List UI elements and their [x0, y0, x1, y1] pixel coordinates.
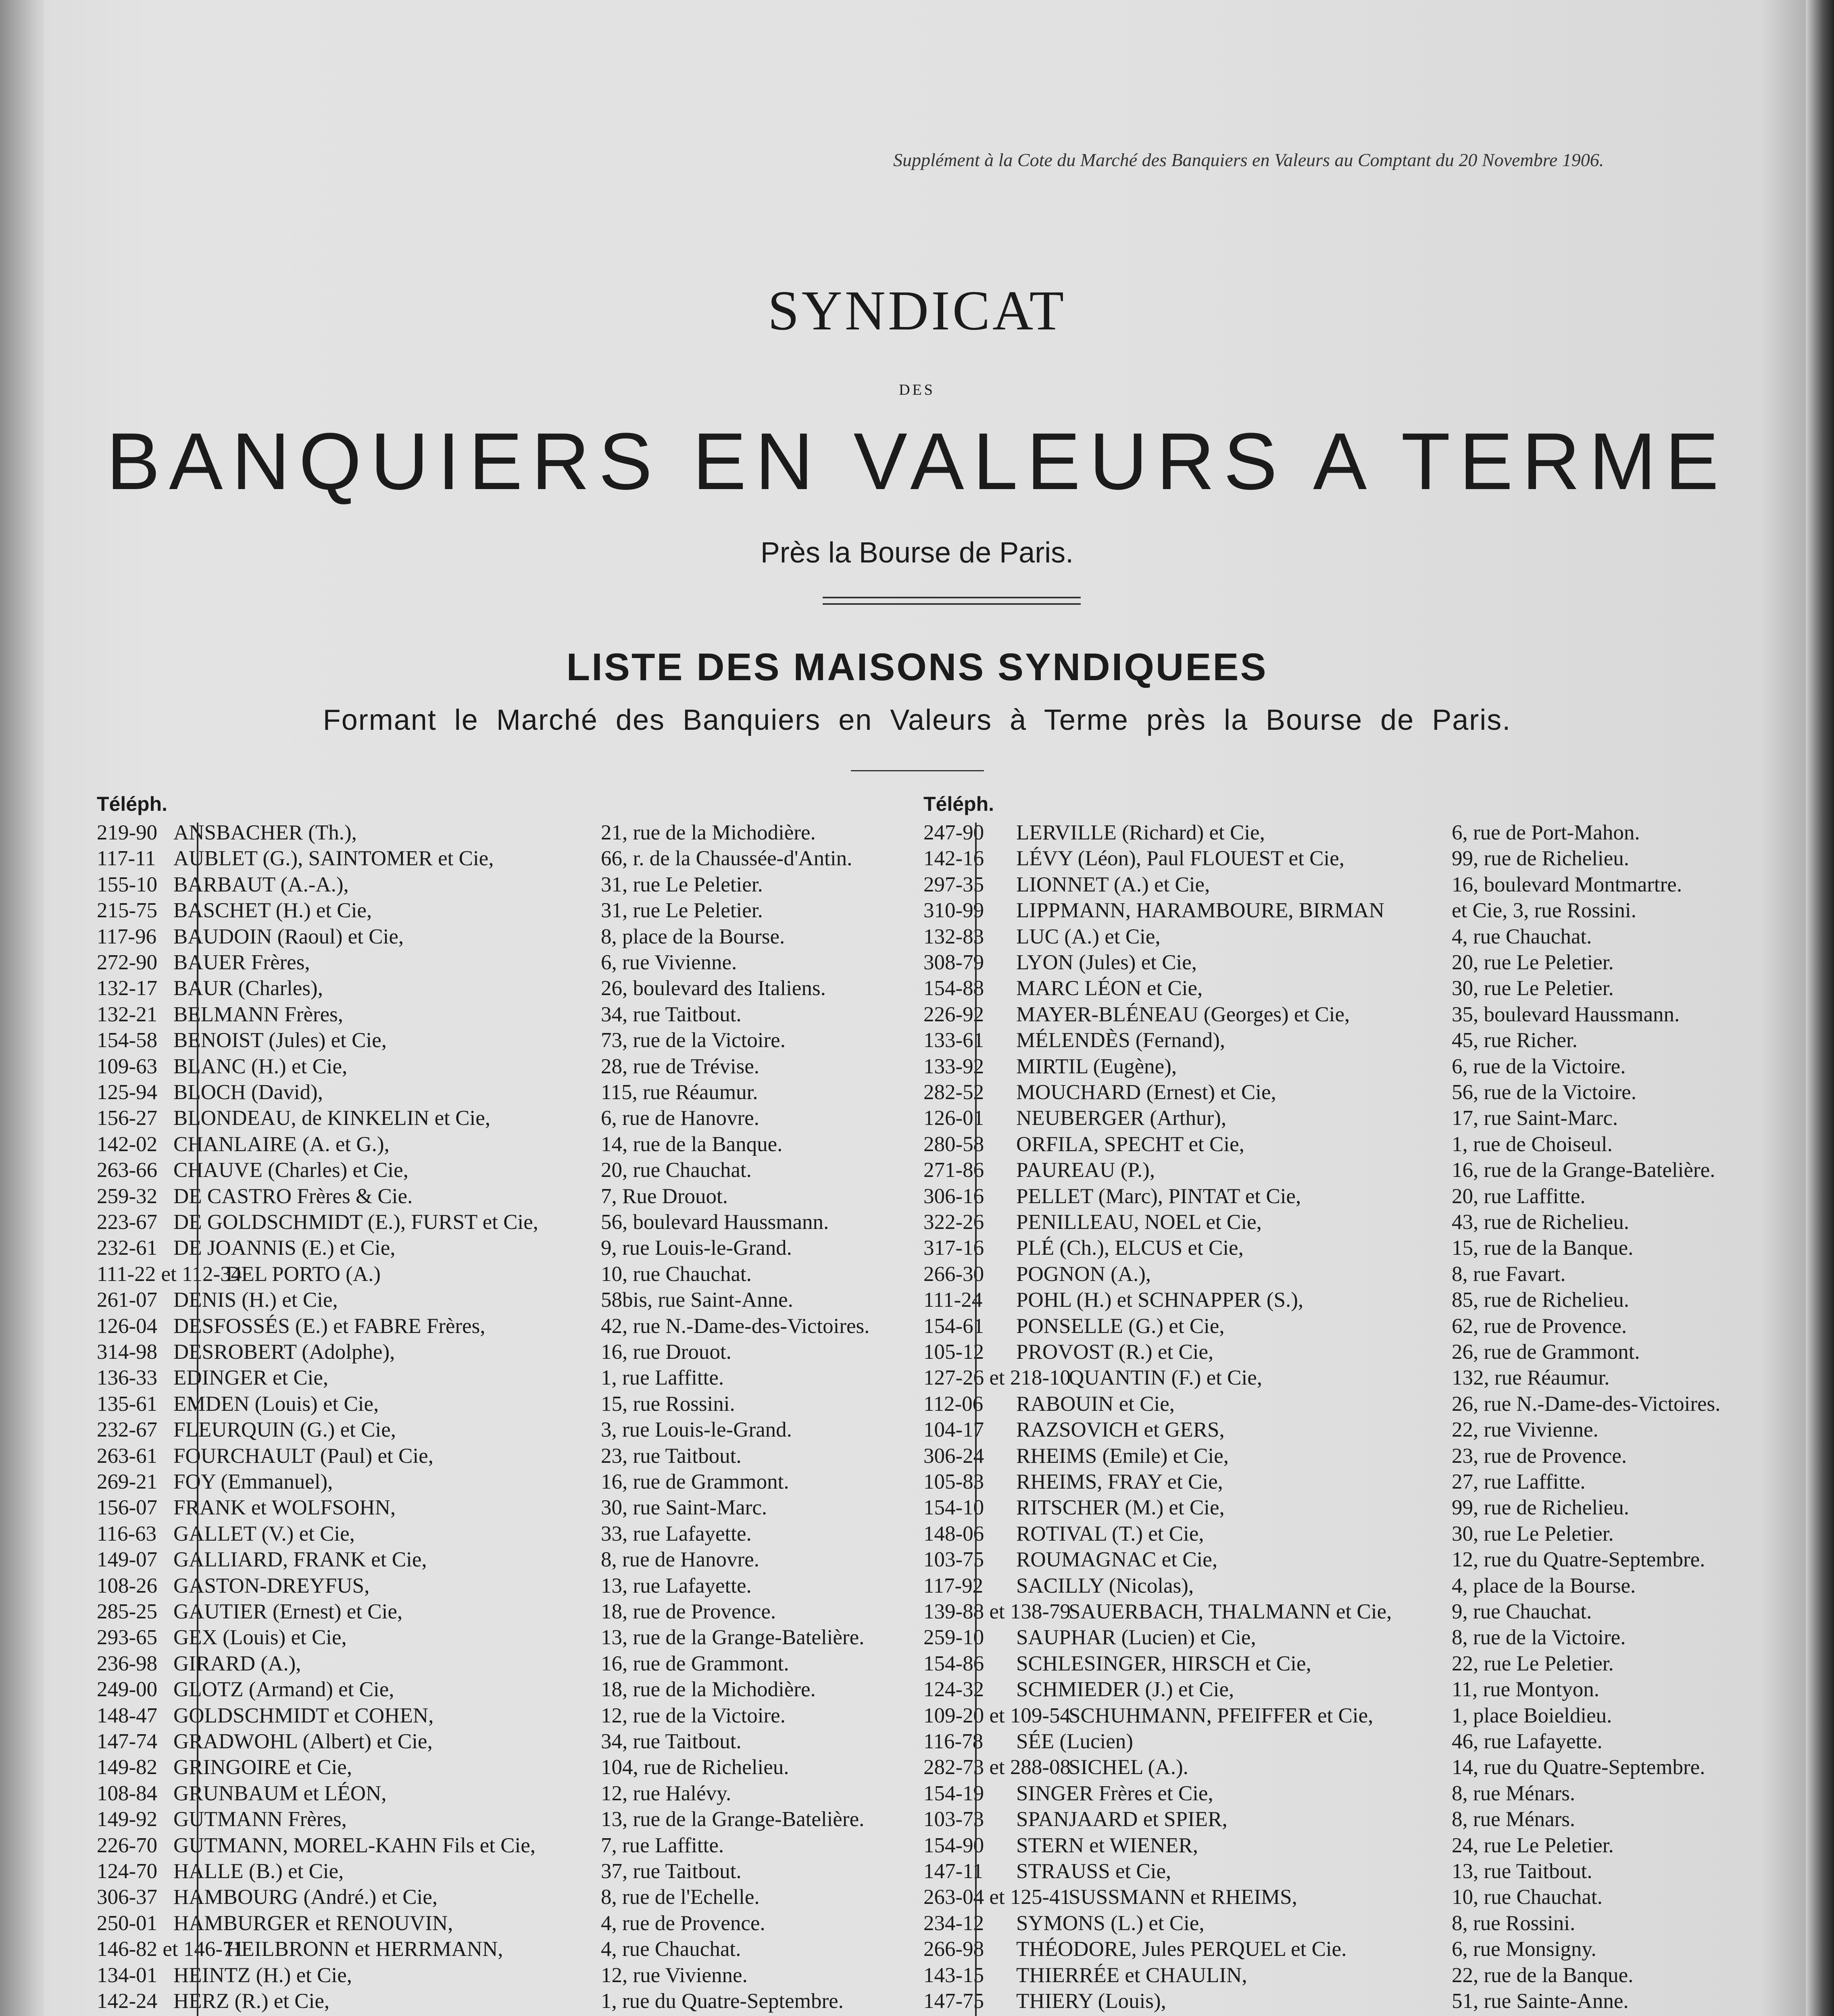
member-telephone: 236-98: [97, 1652, 158, 1675]
member-telephone: 155-10: [97, 873, 158, 896]
member-name: CHAUVE (Charles) et Cie,: [173, 1158, 408, 1182]
member-name: LIPPMANN, HARAMBOURE, BIRMAN: [1016, 899, 1384, 923]
member-address: 56, rue de la Victoire.: [1452, 1081, 1636, 1104]
member-address: 24, rue Le Peletier.: [1452, 1833, 1614, 1857]
member-name: CHANLAIRE (A. et G.),: [173, 1132, 390, 1156]
member-name: ROTIVAL (T.) et Cie,: [1016, 1522, 1204, 1545]
member-telephone: 103-75: [923, 1548, 984, 1572]
member-telephone: 147-11: [923, 1860, 984, 1883]
member-address: 4, place de la Bourse.: [1452, 1574, 1636, 1597]
member-address: 26, rue N.-Dame-des-Victoires.: [1452, 1392, 1721, 1416]
member-address: 16, rue Drouot.: [601, 1340, 732, 1364]
member-telephone: 142-24: [97, 1989, 158, 2013]
member-name: RHEIMS (Emile) et Cie,: [1016, 1444, 1229, 1468]
member-name: RAZSOVICH et GERS,: [1016, 1418, 1225, 1442]
member-address: 4, rue Chauchat.: [601, 1937, 741, 1961]
member-name: RABOUIN et Cie,: [1016, 1392, 1175, 1416]
title-banquiers: BANQUIERS EN VALEURS A TERME: [106, 417, 1728, 506]
member-address: 99, rue de Richelieu.: [1452, 847, 1630, 871]
member-name: DENIS (H.) et Cie,: [173, 1288, 338, 1312]
member-telephone: 136-33: [97, 1366, 158, 1390]
member-address: 7, rue Laffitte.: [601, 1833, 724, 1857]
member-telephone: 154-10: [923, 1496, 984, 1520]
member-name: RITSCHER (M.) et Cie,: [1016, 1496, 1225, 1520]
member-name: DE GOLDSCHMIDT (E.), FURST et Cie,: [173, 1210, 538, 1234]
member-address: 4, rue de Provence.: [601, 1911, 765, 1935]
divider-rule: [823, 597, 1081, 598]
member-address: 8, rue de l'Echelle.: [601, 1885, 760, 1909]
member-address: 1, place Boieldieu.: [1452, 1704, 1612, 1727]
member-name: GIRARD (A.),: [173, 1652, 301, 1675]
member-name: PENILLEAU, NOEL et Cie,: [1016, 1210, 1262, 1234]
member-name: MIRTIL (Eugène),: [1016, 1054, 1177, 1078]
member-address: 31, rue Le Peletier.: [601, 873, 763, 896]
member-name: STRAUSS et Cie,: [1016, 1860, 1171, 1883]
member-address: 26, boulevard des Italiens.: [601, 977, 826, 1000]
member-address: 1, rue Laffitte.: [601, 1366, 724, 1390]
member-address: 132, rue Réaumur.: [1452, 1366, 1610, 1390]
member-telephone: 149-07: [97, 1548, 158, 1572]
member-address: 43, rue de Richelieu.: [1452, 1210, 1630, 1234]
member-telephone: 147-75: [923, 1989, 984, 2013]
member-address: 33, rue Lafayette.: [601, 1522, 752, 1545]
member-address: 6, rue Vivienne.: [601, 951, 737, 974]
member-telephone: 306-24: [923, 1444, 984, 1468]
member-telephone: 271-86: [923, 1158, 984, 1182]
member-name: DE JOANNIS (E.) et Cie,: [173, 1236, 396, 1260]
member-name: BLANC (H.) et Cie,: [173, 1054, 348, 1078]
member-name: SAUERBACH, THALMANN et Cie,: [1069, 1600, 1392, 1623]
member-address: 3, rue Louis-le-Grand.: [601, 1418, 792, 1442]
member-name: BASCHET (H.) et Cie,: [173, 899, 372, 923]
member-telephone: 111-24: [923, 1288, 983, 1312]
member-telephone: 124-32: [923, 1678, 984, 1702]
member-address: 58bis, rue Saint-Anne.: [601, 1288, 793, 1312]
member-telephone: 149-82: [97, 1756, 158, 1779]
member-telephone: 117-96: [97, 925, 157, 948]
member-telephone: 105-83: [923, 1470, 984, 1493]
member-name: MÉLENDÈS (Fernand),: [1016, 1029, 1225, 1052]
member-name: THÉODORE, Jules PERQUEL et Cie.: [1016, 1937, 1347, 1961]
member-address: 12, rue de la Victoire.: [601, 1704, 786, 1727]
member-address: 8, rue Rossini.: [1452, 1911, 1576, 1935]
member-name: DEL PORTO (A.): [226, 1262, 381, 1286]
telephone-header: Téléph.: [97, 793, 168, 815]
member-address: 66, r. de la Chaussée-d'Antin.: [601, 847, 852, 871]
member-telephone: 293-65: [97, 1626, 158, 1649]
member-name: SCHUHMANN, PFEIFFER et Cie,: [1069, 1704, 1373, 1727]
member-name: BAUDOIN (Raoul) et Cie,: [173, 925, 404, 948]
member-telephone: 124-70: [97, 1860, 158, 1883]
member-address: 22, rue de la Banque.: [1452, 1963, 1634, 1987]
member-name: DESROBERT (Adolphe),: [173, 1340, 395, 1364]
member-telephone: 282-73 et 288-08: [923, 1756, 1071, 1779]
member-telephone: 261-07: [97, 1288, 158, 1312]
member-address: 34, rue Taitbout.: [601, 1730, 742, 1753]
member-address: 11, rue Montyon.: [1452, 1678, 1600, 1702]
member-telephone: 108-84: [97, 1781, 158, 1805]
member-name: SYMONS (L.) et Cie,: [1016, 1911, 1205, 1935]
member-telephone: 117-92: [923, 1574, 984, 1597]
member-telephone: 147-74: [97, 1730, 158, 1753]
member-address: 1, rue du Quatre-Septembre.: [601, 1989, 844, 2013]
member-name: MAYER-BLÉNEAU (Georges) et Cie,: [1016, 1002, 1350, 1026]
member-telephone: 117-11: [97, 847, 156, 871]
member-name: HEINTZ (H.) et Cie,: [173, 1963, 352, 1987]
member-telephone: 272-90: [97, 951, 158, 974]
liste-heading: LISTE DES MAISONS SYNDIQUEES: [566, 646, 1268, 689]
member-address: 34, rue Taitbout.: [601, 1002, 742, 1026]
member-telephone: 223-67: [97, 1210, 158, 1234]
member-name: STERN et WIENER,: [1016, 1833, 1198, 1857]
member-telephone: 132-83: [923, 925, 984, 948]
member-address: 28, rue de Trévise.: [601, 1054, 760, 1078]
member-telephone: 111-22 et 112-34: [97, 1262, 242, 1286]
member-name: QUANTIN (F.) et Cie,: [1069, 1366, 1263, 1390]
member-address: 8, rue Favart.: [1452, 1262, 1566, 1286]
member-name: HALLE (B.) et Cie,: [173, 1860, 344, 1883]
member-name: NEUBERGER (Arthur),: [1016, 1106, 1227, 1130]
member-name: SPANJAARD et SPIER,: [1016, 1808, 1228, 1831]
member-telephone: 280-58: [923, 1132, 984, 1156]
title-pres-bourse: Près la Bourse de Paris.: [760, 537, 1074, 569]
member-telephone: 103-73: [923, 1808, 984, 1831]
member-address: 8, rue Ménars.: [1452, 1781, 1576, 1805]
member-address: 6, rue de Hanovre.: [601, 1106, 759, 1130]
member-address: 62, rue de Provence.: [1452, 1314, 1627, 1338]
member-telephone: 126-01: [923, 1106, 984, 1130]
member-telephone: 250-01: [97, 1911, 158, 1935]
member-address: 8, rue Ménars.: [1452, 1808, 1576, 1831]
member-name: FOURCHAULT (Paul) et Cie,: [173, 1444, 433, 1468]
member-name: GASTON-DREYFUS,: [173, 1574, 370, 1597]
member-name: GAUTIER (Ernest) et Cie,: [173, 1600, 403, 1623]
member-telephone: 109-20 et 109-54: [923, 1704, 1071, 1727]
member-address: 56, boulevard Haussmann.: [601, 1210, 829, 1234]
member-address: 23, rue Taitbout.: [601, 1444, 742, 1468]
member-address: 9, rue Chauchat.: [1452, 1600, 1592, 1623]
member-telephone: 112-06: [923, 1392, 984, 1416]
member-telephone: 259-32: [97, 1184, 158, 1208]
member-name: PLÉ (Ch.), ELCUS et Cie,: [1016, 1236, 1244, 1260]
member-telephone: 232-67: [97, 1418, 158, 1442]
member-address: 26, rue de Grammont.: [1452, 1340, 1640, 1364]
member-telephone: 282-52: [923, 1081, 984, 1104]
member-name: HEILBRONN et HERRMANN,: [226, 1937, 503, 1961]
member-telephone: 105-12: [923, 1340, 984, 1364]
member-telephone: 127-26 et 218-10: [923, 1366, 1071, 1390]
member-name: PONSELLE (G.) et Cie,: [1016, 1314, 1225, 1338]
member-telephone: 142-02: [97, 1132, 158, 1156]
member-telephone: 156-27: [97, 1106, 158, 1130]
member-name: GRINGOIRE et Cie,: [173, 1756, 352, 1779]
member-telephone: 259-10: [923, 1626, 984, 1649]
member-telephone: 226-70: [97, 1833, 158, 1857]
member-address: 16, rue de Grammont.: [601, 1470, 789, 1493]
member-name: LYON (Jules) et Cie,: [1016, 951, 1197, 974]
member-name: SÉE (Lucien): [1016, 1730, 1133, 1753]
member-telephone: 142-16: [923, 847, 984, 871]
column-rule: [975, 823, 977, 2016]
title-des: DES: [899, 381, 935, 398]
member-telephone: 263-61: [97, 1444, 158, 1468]
member-address: 35, boulevard Haussmann.: [1452, 1002, 1680, 1026]
member-name: HAMBOURG (André.) et Cie,: [173, 1885, 438, 1909]
member-name: SCHMIEDER (J.) et Cie,: [1016, 1678, 1234, 1702]
member-name: GOLDSCHMIDT et COHEN,: [173, 1704, 434, 1727]
member-address: 20, rue Chauchat.: [601, 1158, 752, 1182]
member-telephone: 154-88: [923, 977, 984, 1000]
member-name: HAMBURGER et RENOUVIN,: [173, 1911, 453, 1935]
member-name: POHL (H.) et SCHNAPPER (S.),: [1016, 1288, 1304, 1312]
member-name: ROUMAGNAC et Cie,: [1016, 1548, 1218, 1572]
member-telephone: 156-07: [97, 1496, 158, 1520]
member-address: 1, rue de Choiseul.: [1452, 1132, 1613, 1156]
member-address: 115, rue Réaumur.: [601, 1081, 758, 1104]
member-address: 12, rue Halévy.: [601, 1781, 732, 1805]
member-telephone: 139-88 et 138-79: [923, 1600, 1071, 1623]
member-telephone: 116-78: [923, 1730, 984, 1753]
member-name: SUSSMANN et RHEIMS,: [1069, 1885, 1297, 1909]
member-name: GRUNBAUM et LÉON,: [173, 1781, 387, 1805]
member-address: 10, rue Chauchat.: [1452, 1885, 1603, 1909]
member-address: 6, rue Monsigny.: [1452, 1937, 1596, 1961]
member-telephone: 132-17: [97, 977, 158, 1000]
member-name: SAUPHAR (Lucien) et Cie,: [1016, 1626, 1256, 1649]
member-address: 31, rue Le Peletier.: [601, 899, 763, 923]
member-telephone: 314-98: [97, 1340, 158, 1364]
member-address: 30, rue Saint-Marc.: [601, 1496, 767, 1520]
member-address: 9, rue Louis-le-Grand.: [601, 1236, 792, 1260]
member-name: GALLET (V.) et Cie,: [173, 1522, 355, 1545]
member-name: EMDEN (Louis) et Cie,: [173, 1392, 379, 1416]
member-name: SICHEL (A.).: [1069, 1756, 1188, 1779]
member-name: GUTMANN Frères,: [173, 1808, 347, 1831]
member-name: FOY (Emmanuel),: [173, 1470, 333, 1493]
member-telephone: 108-26: [97, 1574, 158, 1597]
member-name: BENOIST (Jules) et Cie,: [173, 1029, 387, 1052]
member-name: PELLET (Marc), PINTAT et Cie,: [1016, 1184, 1301, 1208]
member-name: PAUREAU (P.),: [1016, 1158, 1155, 1182]
member-telephone: 116-63: [97, 1522, 157, 1545]
member-name: BLOCH (David),: [173, 1081, 323, 1104]
member-telephone: 234-12: [923, 1911, 984, 1935]
member-address: 8, rue de la Victoire.: [1452, 1626, 1626, 1649]
member-address: 13, rue Lafayette.: [601, 1574, 752, 1597]
member-address: 7, Rue Drouot.: [601, 1184, 728, 1208]
member-name: BAUR (Charles),: [173, 977, 323, 1000]
member-name: MARC LÉON et Cie,: [1016, 977, 1203, 1000]
member-address: 16, rue de Grammont.: [601, 1652, 789, 1675]
member-telephone: 306-16: [923, 1184, 984, 1208]
member-name: GLOTZ (Armand) et Cie,: [173, 1678, 394, 1702]
member-address: 12, rue du Quatre-Septembre.: [1452, 1548, 1705, 1572]
member-name: EDINGER et Cie,: [173, 1366, 329, 1390]
member-telephone: 297-35: [923, 873, 984, 896]
member-address: 30, rue Le Peletier.: [1452, 977, 1614, 1000]
member-address: 104, rue de Richelieu.: [601, 1756, 789, 1779]
member-telephone: 285-25: [97, 1600, 158, 1623]
member-name: LERVILLE (Richard) et Cie,: [1016, 821, 1265, 844]
member-name: SINGER Frères et Cie,: [1016, 1781, 1213, 1805]
member-name: GEX (Louis) et Cie,: [173, 1626, 347, 1649]
member-name: AUBLET (G.), SAINTOMER et Cie,: [173, 847, 494, 871]
member-address: 21, rue de la Michodière.: [601, 821, 816, 844]
member-telephone: 219-90: [97, 821, 158, 844]
member-telephone: 154-61: [923, 1314, 984, 1338]
member-telephone: 134-01: [97, 1963, 158, 1987]
member-name: GUTMANN, MOREL-KAHN Fils et Cie,: [173, 1833, 536, 1857]
member-name: MOUCHARD (Ernest) et Cie,: [1016, 1081, 1276, 1104]
member-telephone: 126-04: [97, 1314, 158, 1338]
member-telephone: 263-04 et 125-41: [923, 1885, 1071, 1909]
liste-subheading: Formant le Marché des Banquiers en Valeurs à Terme près la Bourse de Paris.: [323, 704, 1511, 736]
member-telephone: 215-75: [97, 899, 158, 923]
member-telephone: 135-61: [97, 1392, 158, 1416]
member-address: 30, rue Le Peletier.: [1452, 1522, 1614, 1545]
member-name: BARBAUT (A.-A.),: [173, 873, 349, 896]
member-telephone: 104-17: [923, 1418, 984, 1442]
member-address: 4, rue Chauchat.: [1452, 925, 1592, 948]
member-address: 15, rue de la Banque.: [1452, 1236, 1634, 1260]
title-syndicat: SYNDICAT: [767, 279, 1067, 342]
member-address: 85, rue de Richelieu.: [1452, 1288, 1630, 1312]
member-name: PROVOST (R.) et Cie,: [1016, 1340, 1214, 1364]
member-address: 15, rue Rossini.: [601, 1392, 735, 1416]
telephone-header: Téléph.: [923, 793, 994, 815]
member-name: LUC (A.) et Cie,: [1016, 925, 1161, 948]
member-address: 16, rue de la Grange-Batelière.: [1452, 1158, 1715, 1182]
member-name: BELMANN Frères,: [173, 1002, 343, 1026]
member-address: 45, rue Richer.: [1452, 1029, 1578, 1052]
member-address: 12, rue Vivienne.: [601, 1963, 748, 1987]
member-telephone: 154-58: [97, 1029, 158, 1052]
member-name: DESFOSSÉS (E.) et FABRE Frères,: [173, 1314, 486, 1338]
member-telephone: 154-90: [923, 1833, 984, 1857]
member-address: 8, rue de Hanovre.: [601, 1548, 759, 1572]
member-telephone: 132-21: [97, 1002, 158, 1026]
member-address: 42, rue N.-Dame-des-Victoires.: [601, 1314, 870, 1338]
member-address: 13, rue de la Grange-Batelière.: [601, 1808, 865, 1831]
member-name: SCHLESINGER, HIRSCH et Cie,: [1016, 1652, 1311, 1675]
member-address: 13, rue de la Grange-Batelière.: [601, 1626, 865, 1649]
member-telephone: 310-99: [923, 899, 984, 923]
member-name: FRANK et WOLFSOHN,: [173, 1496, 396, 1520]
member-name: FLEURQUIN (G.) et Cie,: [173, 1418, 396, 1442]
member-name: ANSBACHER (Th.),: [173, 821, 357, 844]
member-telephone: 266-30: [923, 1262, 984, 1286]
member-name: GALLIARD, FRANK et Cie,: [173, 1548, 427, 1572]
member-address: 18, rue de Provence.: [601, 1600, 776, 1623]
member-telephone: 249-00: [97, 1678, 158, 1702]
member-telephone: 308-79: [923, 951, 984, 974]
member-telephone: 269-21: [97, 1470, 158, 1493]
member-name: DE CASTRO Frères & Cie.: [173, 1184, 413, 1208]
member-telephone: 133-61: [923, 1029, 984, 1052]
member-address: 16, boulevard Montmartre.: [1452, 873, 1682, 896]
member-address: 22, rue Vivienne.: [1452, 1418, 1598, 1442]
member-name: BAUER Frères,: [173, 951, 310, 974]
member-name: RHEIMS, FRAY et Cie,: [1016, 1470, 1223, 1493]
member-telephone: 148-47: [97, 1704, 158, 1727]
member-address: 73, rue de la Victoire.: [601, 1029, 786, 1052]
member-name: LÉVY (Léon), Paul FLOUEST et Cie,: [1016, 847, 1345, 871]
member-telephone: 232-61: [97, 1236, 158, 1260]
member-name: GRADWOHL (Albert) et Cie,: [173, 1730, 433, 1753]
member-address: 51, rue Sainte-Anne.: [1452, 1989, 1629, 2013]
member-name: SACILLY (Nicolas),: [1016, 1574, 1194, 1597]
member-address: 99, rue de Richelieu.: [1452, 1496, 1630, 1520]
member-telephone: 306-37: [97, 1885, 158, 1909]
member-address: 20, rue Le Peletier.: [1452, 951, 1614, 974]
divider-rule-short: [851, 770, 984, 771]
member-address: 46, rue Lafayette.: [1452, 1730, 1603, 1753]
member-address: 6, rue de Port-Mahon.: [1452, 821, 1640, 844]
supplement-line: Supplément à la Cote du Marché des Banquiers en Valeurs au Comptant du 20 Novembre 1906.: [893, 150, 1604, 170]
member-address: 8, place de la Bourse.: [601, 925, 785, 948]
member-telephone: 143-15: [923, 1963, 984, 1987]
column-rule: [197, 823, 198, 2016]
member-telephone: 149-92: [97, 1808, 158, 1831]
member-telephone: 154-86: [923, 1652, 984, 1675]
member-name: HERZ (R.) et Cie,: [173, 1989, 330, 2013]
member-address: 13, rue Taitbout.: [1452, 1860, 1592, 1883]
divider-rule: [823, 603, 1081, 605]
member-name: ORFILA, SPECHT et Cie,: [1016, 1132, 1244, 1156]
member-address: 6, rue de la Victoire.: [1452, 1054, 1626, 1078]
member-address: 14, rue du Quatre-Septembre.: [1452, 1756, 1705, 1779]
member-telephone: 109-63: [97, 1054, 158, 1078]
member-telephone: 133-92: [923, 1054, 984, 1078]
member-address: 22, rue Le Peletier.: [1452, 1652, 1614, 1675]
member-address: 27, rue Laffitte.: [1452, 1470, 1586, 1493]
member-telephone: 263-66: [97, 1158, 158, 1182]
member-address: 18, rue de la Michodière.: [601, 1678, 816, 1702]
member-telephone: 322-26: [923, 1210, 984, 1234]
member-telephone: 148-06: [923, 1522, 984, 1545]
member-telephone: 226-92: [923, 1002, 984, 1026]
member-telephone: 266-98: [923, 1937, 984, 1961]
member-address: 20, rue Laffitte.: [1452, 1184, 1586, 1208]
member-name: THIERY (Louis),: [1016, 1989, 1166, 2013]
member-address: 10, rue Chauchat.: [601, 1262, 752, 1286]
member-address: 17, rue Saint-Marc.: [1452, 1106, 1618, 1130]
member-address: 23, rue de Provence.: [1452, 1444, 1627, 1468]
member-name: LIONNET (A.) et Cie,: [1016, 873, 1210, 896]
member-name: THIERRÉE et CHAULIN,: [1016, 1963, 1247, 1987]
member-name: POGNON (A.),: [1016, 1262, 1151, 1286]
member-telephone: 247-90: [923, 821, 984, 844]
member-telephone: 317-16: [923, 1236, 984, 1260]
member-name: BLONDEAU, de KINKELIN et Cie,: [173, 1106, 490, 1130]
member-address: 14, rue de la Banque.: [601, 1132, 783, 1156]
member-telephone: 146-82 et 146-71: [97, 1937, 244, 1961]
member-address: et Cie, 3, rue Rossini.: [1452, 899, 1636, 923]
member-telephone: 154-19: [923, 1781, 984, 1805]
member-address: 37, rue Taitbout.: [601, 1860, 742, 1883]
member-telephone: 125-94: [97, 1081, 158, 1104]
